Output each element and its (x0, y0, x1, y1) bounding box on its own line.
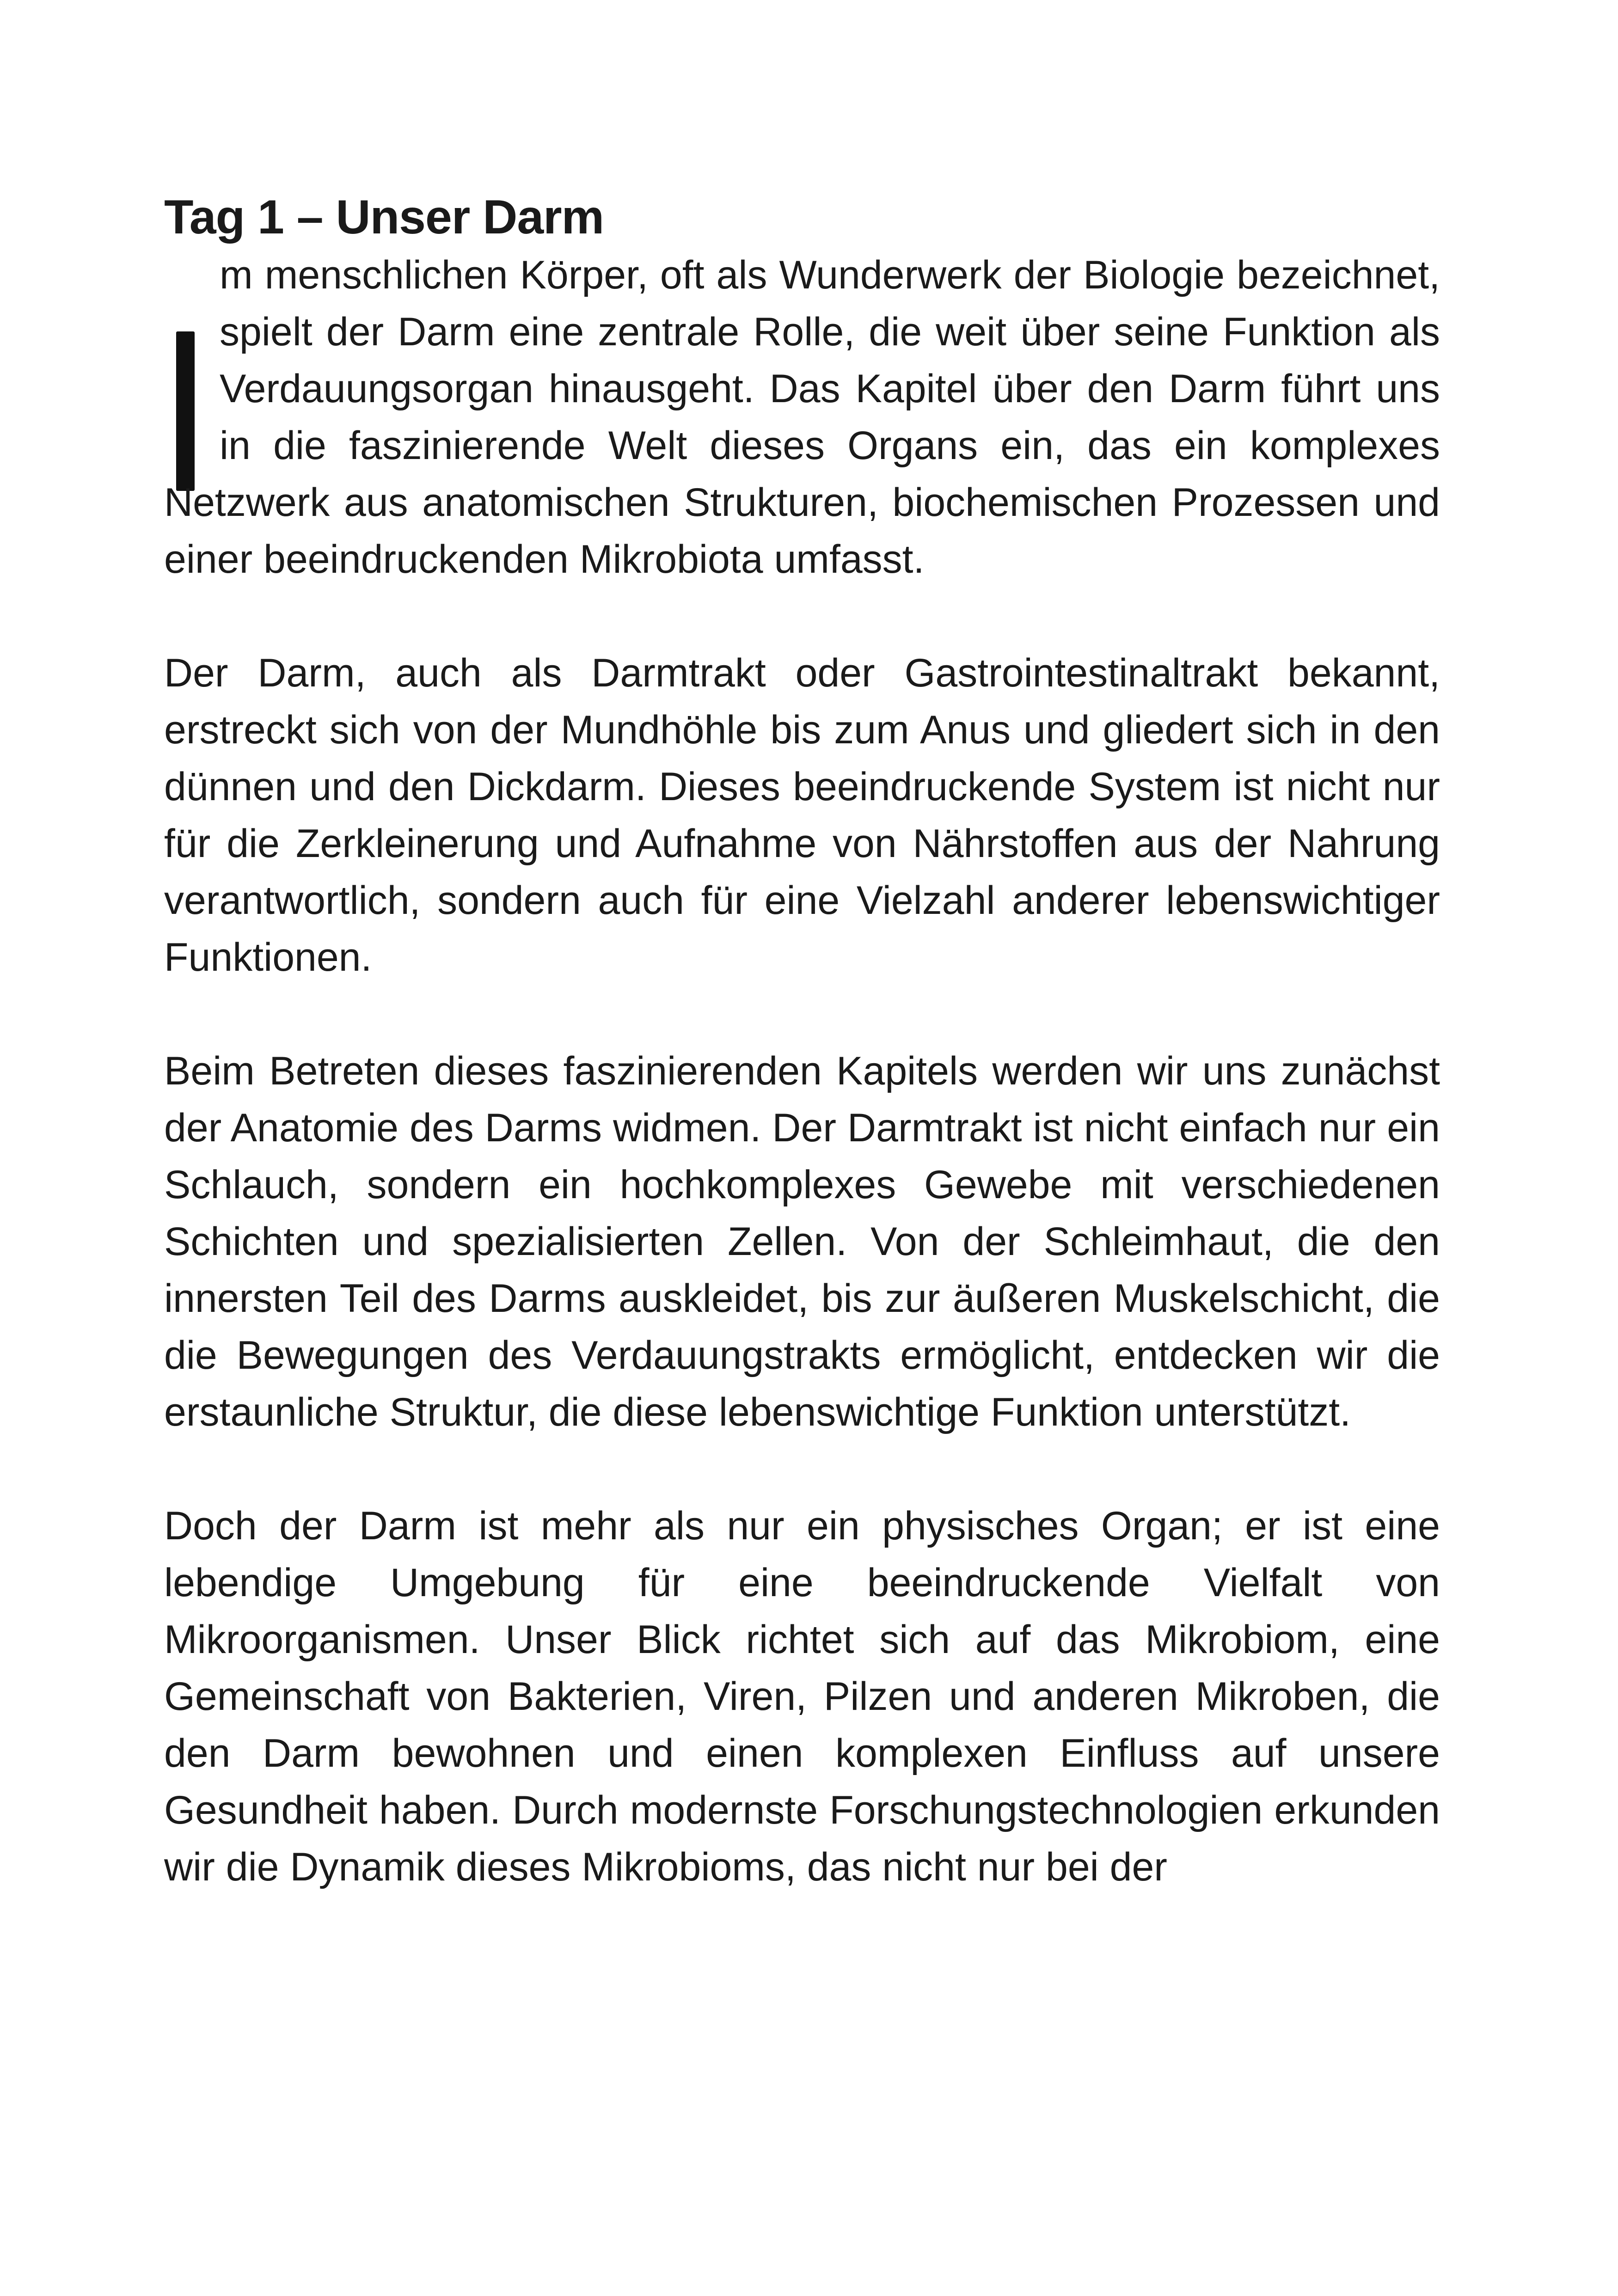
drop-cap-glyph (176, 331, 195, 491)
chapter-heading: Tag 1 – Unser Darm (164, 190, 604, 244)
drop-cap (164, 247, 220, 418)
paragraph-3: Beim Betreten dieses faszinierenden Kapitels werden wir uns zunächst der Anatomie des Darms widmen. Der Darmtrakt ist nicht einfach nur ein Schlauch, sondern ein hochkomplexes Gewebe mit verschiedenen Schichten und spezialisierten Zellen. Von der Schleimhaut, die den innersten Teil des Darms auskleidet, bis zur äußeren Muskelschicht, die die Bewegungen des Verdauungstrakts ermöglicht, entdecken wir die erstaunliche Struktur, die diese lebenswichtige Funktion unterstützt. (164, 1049, 1440, 1434)
paragraph-4: Doch der Darm ist mehr als nur ein physisches Organ; er ist eine lebendige Umgebung für eine beeindruckende Vielfalt von Mikroorganismen. Unser Blick richtet sich auf das Mikrobiom, eine Gemeinschaft von Bakterien, Viren, Pilzen und anderen Mikroben, die den Darm bewohnen und einen komplexen Einfluss auf unsere Gesundheit haben. Durch modernste Forschungstechnologien erkunden wir die Dynamik dieses Mikrobioms, das nicht nur bei der (164, 1504, 1440, 1889)
paragraph-2: Der Darm, auch als Darmtrakt oder Gastrointestinaltrakt bekannt, erstreckt sich von der Mundhöhle bis zum Anus und gliedert sich in den dünnen und den Dickdarm. Dieses beeindruckende System ist nicht nur für die Zerkleinerung und Aufnahme von Nährstoffen aus der Nahrung verantwortlich, sondern auch für eine Vielzahl anderer lebenswichtiger Funktionen. (164, 651, 1440, 980)
paragraph-1 (164, 247, 1440, 588)
document-page (164, 185, 1440, 1896)
paragraph-1-text: m menschlichen Körper, oft als Wunderwerk der Biologie bezeichnet, spielt der Darm eine zentrale Rolle, die weit über seine Funktion als Verdauungsorgan hinausgeht. Das Kapitel über den Darm führt uns in die faszinierende Welt dieses Organs ein, das ein komplexes Netzwerk aus anatomischen Strukturen, biochemischen Prozessen und einer beeindruckenden Mikrobiota umfasst. (164, 253, 1440, 582)
